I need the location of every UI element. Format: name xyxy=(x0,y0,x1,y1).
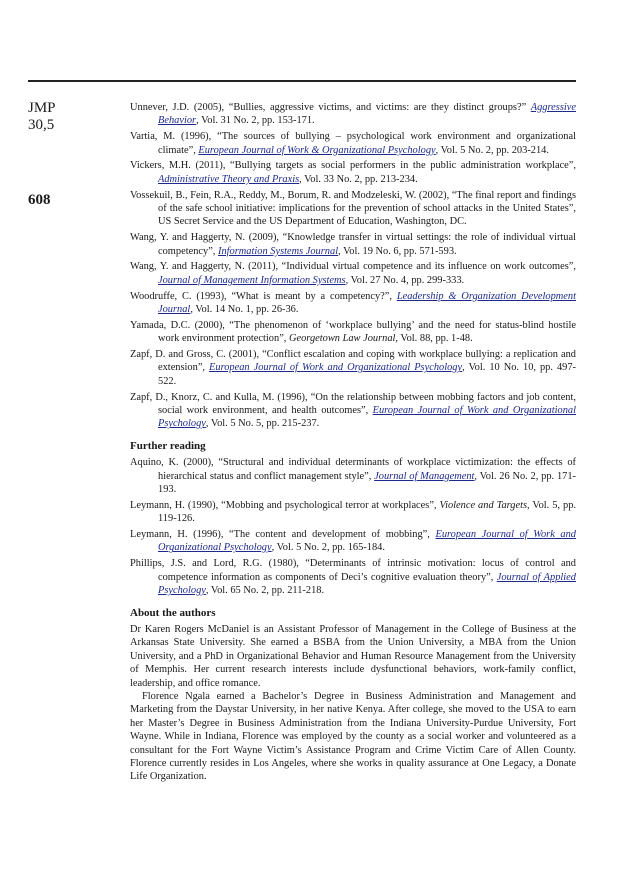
reference-item: Unnever, J.D. (2005), “Bullies, aggressive victims, and victims: are they distinct groups?” Aggressive Behavior, Vol. 31 No. 2, pp. 153-171. xyxy=(130,102,576,127)
page-content xyxy=(130,101,576,784)
journal-title: Violence and Targets xyxy=(439,499,528,511)
reference-item: Wang, Y. and Haggerty, N. (2009), “Knowledge transfer in virtual settings: the role of individual virtual competency”, Information Systems Journal, Vol. 19 No. 6, pp. 571-593. xyxy=(130,232,576,257)
references-list xyxy=(130,101,576,431)
reference-item: Zapf, D., Knorz, C. and Kulla, M. (1996), “On the relationship between mobbing factors and job content, social work environment, and health outcomes”, European Journal of Work and Organizational Psychology, Vol. 5 No. 5, pp. 215-237. xyxy=(130,391,576,430)
author-bio-ngala: Florence Ngala earned a Bachelor’s Degree in Business Administration and Management and Marketing from the Daystar University, in her native Kenya. After college, she moved to the USA to earn her Master’s Degree in Business Administration from the Indiana University-Purdue University, Fort Wayne. While in Indiana, Florence was employed by the county as a social worker and volunteered as a consultant for the Fort Wayne Victim’s Assistance Program and Crime Victim Care of Allen County. Florence currently resides in Los Angeles, where she works in quality assurance at One Legacy, a Donate Life Organization. xyxy=(130,690,576,783)
reference-item: Vartia, M. (1996), “The sources of bullying – psychological work environment and organizational climate”, European Journal of Work & Organizational Psychology, Vol. 5 No. 2, pp. 203-214. xyxy=(130,131,576,156)
reference-item: Phillips, J.S. and Lord, R.G. (1980), “Determinants of intrinsic motivation: locus of control and competence information as components of Deci’s cognitive evaluation theory”, Journal of Applied Psychology, Vol. 65 No. 2, pp. 211-218. xyxy=(130,558,576,597)
journal-link[interactable]: Journal of Management xyxy=(374,470,475,482)
journal-link[interactable]: Information Systems Journal xyxy=(218,245,339,257)
reference-item: Aquino, K. (2000), “Structural and individual determinants of workplace victimization: the effects of hierarchical status and conflict management style”, Journal of Management, Vol. 26 No. 2, pp. 171-193. xyxy=(130,457,576,496)
journal-link[interactable]: Journal of Applied Psychology xyxy=(158,571,576,597)
top-rule xyxy=(28,80,576,82)
reference-item: Zapf, D. and Gross, C. (2001), “Conflict escalation and coping with workplace bullying: a replication and extension”, European Journal of Work and Organizational Psychology, Vol. 10 No. 10, pp. 497-522. xyxy=(130,349,576,387)
volume-issue: 30,5 xyxy=(28,117,55,133)
journal-link[interactable]: Aggressive Behavior xyxy=(158,102,576,127)
journal-title: Georgetown Law Journal xyxy=(289,333,396,345)
about-authors-heading: About the authors xyxy=(130,606,216,619)
further-reading-heading: Further reading xyxy=(130,439,206,452)
journal-link[interactable]: Journal of Management Information Systems xyxy=(158,274,346,286)
author-bio-mcdaniel: Dr Karen Rogers McDaniel is an Assistant Professor of Management in the College of Business at the Arkansas State University. She earned a BSBA from the Union University, a MBA from the Union University, and a PhD in Organizational Behavior and Human Resource Management from the University of Memphis. Her current research interests include dysfunctional behaviors, work-family conflict, leadership, and office romance. xyxy=(130,623,576,689)
journal-link[interactable]: European Journal of Work and Organizational Psychology xyxy=(209,362,463,374)
journal-link[interactable]: European Journal of Work and Organizational Psychology xyxy=(158,405,576,430)
journal-link[interactable]: European Journal of Work and Organizational Psychology xyxy=(158,529,577,554)
page-number: 608 xyxy=(28,192,51,208)
journal-abbrev: JMP xyxy=(28,100,56,116)
journal-link[interactable]: Leadership & Organization Development Journal xyxy=(158,290,576,316)
reference-item: Yamada, D.C. (2000), “The phenomenon of ‘workplace bullying’ and the need for status-blind hostile work environment protection”, Georgetown Law Journal, Vol. 88, pp. 1-48. xyxy=(130,319,576,345)
further-reading-list xyxy=(130,456,576,597)
journal-link[interactable]: European Journal of Work & Organizational Psychology xyxy=(198,144,436,156)
reference-item: Vossekuil, B., Fein, R.A., Reddy, M., Borum, R. and Modzeleski, W. (2002), “The final report and findings of the safe school initiative: implications for the prevention of school attacks in the United States”, US Secret Service and the US Department of Education, Washington, DC. xyxy=(130,189,576,228)
reference-item: Leymann, H. (1990), “Mobbing and psychological terror at workplaces”, Violence and Targets, Vol. 5, pp. 119-126. xyxy=(130,499,576,525)
journal-link[interactable]: Administrative Theory and Praxis xyxy=(158,173,300,185)
reference-item: Leymann, H. (1996), “The content and development of mobbing”, European Journal of Work and Organizational Psychology, Vol. 5 No. 2, pp. 165-184. xyxy=(130,529,577,554)
reference-item: Woodruffe, C. (1993), “What is meant by a competency?”, Leadership & Organization Development Journal, Vol. 14 No. 1, pp. 26-36. xyxy=(130,290,576,316)
journal-id xyxy=(28,100,56,134)
reference-item: Wang, Y. and Haggerty, N. (2011), “Individual virtual competence and its influence on work outcomes”, Journal of Management Information Systems, Vol. 27 No. 4, pp. 299-333. xyxy=(130,261,576,286)
reference-item: Vickers, M.H. (2011), “Bullying targets as social performers in the public administration workplace”, Administrative Theory and Praxis, Vol. 33 No. 2, pp. 213-234. xyxy=(130,160,576,185)
